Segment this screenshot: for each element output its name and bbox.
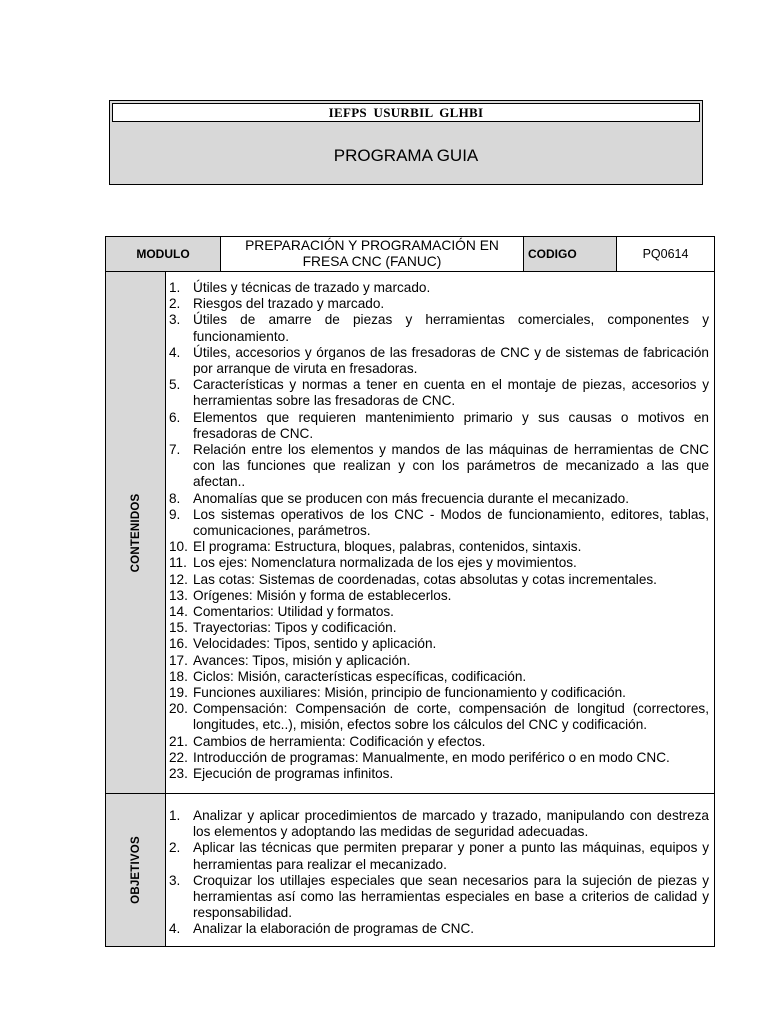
institution-bar	[112, 103, 700, 122]
objetivos-list	[166, 808, 709, 938]
objetivos-label: OBJETIVOS	[129, 836, 142, 904]
list-item	[166, 604, 709, 620]
codigo-label: CODIGO	[528, 247, 577, 261]
list-item-text: El programa: Estructura, bloques, palabras, contenidos, sintaxis.	[193, 539, 582, 555]
module-title	[245, 238, 499, 270]
list-item	[166, 636, 709, 652]
list-item	[166, 539, 709, 555]
list-item-number: 14.	[169, 604, 188, 620]
list-item	[166, 377, 709, 409]
list-item-text: Anomalías que se producen con más frecuencia durante el mecanizado.	[193, 490, 630, 506]
objetivos-content	[166, 794, 714, 946]
list-item	[166, 653, 709, 669]
list-item	[166, 410, 709, 442]
list-item-text: Analizar la elaboración de programas de CNC.	[193, 921, 475, 937]
list-item-text: Velocidades: Tipos, sentido y aplicación.	[193, 636, 437, 652]
program-table	[105, 236, 715, 947]
module-title-cell	[221, 237, 524, 271]
contenidos-row	[106, 272, 714, 794]
modulo-label-cell	[106, 237, 221, 271]
list-item-text: Elementos que requieren mantenimiento primario y sus causas o motivos en fresadoras de CNC.	[193, 409, 709, 441]
list-item-text: Croquizar los utillajes especiales que sean necesarios para la sujeción de piezas y herramientas así como las herramientas especiales en base a criterios de calidad y responsabilidad.	[193, 872, 709, 921]
list-item-text: Los sistemas operativos de los CNC - Modos de funcionamiento, editores, tablas, comunicaciones, parámetros.	[193, 506, 709, 539]
codigo-label-cell	[524, 237, 617, 271]
list-item-number: 10.	[169, 539, 188, 555]
list-item	[166, 442, 709, 491]
institution-name: IEFPS USURBIL GLHBI	[328, 104, 484, 120]
list-item-number: 20.	[169, 701, 188, 717]
list-item	[166, 588, 709, 604]
list-item-text: Útiles, accesorios y órganos de las fresadoras de CNC y de sistemas de fabricación por arranque de viruta en fresadoras.	[193, 344, 709, 377]
contenidos-content	[166, 272, 714, 793]
list-item-text: Ejecución de programas infinitos.	[193, 766, 394, 782]
module-header-row	[106, 237, 714, 272]
list-item-number: 21.	[169, 733, 188, 749]
list-item-number: 13.	[169, 587, 188, 603]
list-item-text: Aplicar las técnicas que permiten preparar y poner a punto las máquinas, equipos y herramientas para realizar el mecanizado.	[193, 840, 709, 872]
list-item	[166, 620, 709, 636]
list-item	[166, 296, 709, 312]
objetivos-label-cell	[106, 794, 166, 946]
list-item	[166, 572, 709, 588]
list-item	[166, 280, 709, 296]
module-title-line-2: FRESA CNC (FANUC)	[302, 254, 442, 269]
list-item-text: Ciclos: Misión, características específicas, codificación.	[193, 668, 527, 684]
list-item	[166, 840, 709, 872]
list-item	[166, 701, 709, 733]
list-item-number: 22.	[169, 749, 188, 765]
list-item-number: 2.	[169, 840, 181, 856]
list-item-text: Comentarios: Utilidad y formatos.	[193, 604, 394, 620]
list-item	[166, 734, 709, 750]
list-item-text: Características y normas a tener en cuenta en el montaje de piezas, accesorios y herramientas sobre las fresadoras de CNC.	[193, 377, 709, 409]
list-item-text: Introducción de programas: Manualmente, en modo periférico o en modo CNC.	[193, 749, 670, 765]
list-item-number: 3.	[169, 312, 181, 328]
list-item-number: 7.	[169, 442, 181, 458]
document-header	[109, 100, 703, 185]
list-item	[166, 669, 709, 685]
list-item-text: Relación entre los elementos y mandos de las máquinas de herramientas de CNC con las funciones que realizan y con los parámetros de mecanizado a las que afectan..	[193, 442, 709, 490]
list-item	[166, 921, 709, 937]
list-item-number: 15.	[169, 620, 188, 636]
contenidos-list	[166, 280, 709, 782]
list-item	[166, 873, 709, 922]
list-item-number: 8.	[169, 490, 181, 506]
list-item	[166, 312, 709, 344]
contenidos-label-cell	[106, 272, 166, 793]
list-item-number: 6.	[169, 409, 181, 425]
modulo-label: MODULO	[136, 247, 190, 261]
list-item-number: 11.	[169, 555, 187, 571]
list-item	[166, 491, 709, 507]
list-item	[166, 808, 709, 840]
module-title-line-1: PREPARACIÓN Y PROGRAMACIÓN EN	[245, 238, 499, 253]
list-item-text: Las cotas: Sistemas de coordenadas, cotas absolutas y cotas incrementales.	[193, 571, 657, 587]
list-item-text: Cambios de herramienta: Codificación y efectos.	[193, 733, 486, 749]
list-item-number: 19.	[169, 685, 188, 701]
list-item-number: 23.	[169, 766, 188, 782]
list-item	[166, 507, 709, 539]
list-item-number: 2.	[169, 296, 181, 312]
codigo-value: PQ0614	[642, 247, 689, 261]
list-item-text: Avances: Tipos, misión y aplicación.	[193, 652, 411, 668]
list-item-number: 3.	[169, 872, 181, 888]
list-item-number: 17.	[169, 652, 188, 668]
list-item-number: 4.	[169, 344, 181, 360]
objetivos-row	[106, 794, 714, 946]
list-item-text: Riesgos del trazado y marcado.	[193, 296, 385, 312]
list-item	[166, 685, 709, 701]
list-item-text: Útiles de amarre de piezas y herramientas comerciales, componentes y funcionamiento.	[193, 312, 709, 344]
list-item-number: 4.	[169, 921, 181, 937]
list-item-number: 1.	[169, 808, 181, 823]
list-item	[166, 750, 709, 766]
list-item-number: 18.	[169, 668, 188, 684]
list-item-number: 5.	[169, 377, 181, 393]
list-item	[166, 555, 709, 571]
list-item	[166, 766, 709, 782]
list-item-number: 9.	[169, 506, 181, 522]
list-item-text: Orígenes: Misión y forma de establecerlos.	[193, 587, 452, 603]
list-item-text: Útiles y técnicas de trazado y marcado.	[193, 280, 431, 295]
codigo-value-cell	[617, 237, 714, 271]
document-type-title: PROGRAMA GUIA	[333, 146, 479, 165]
list-item-number: 12.	[169, 571, 188, 587]
list-item-text: Funciones auxiliares: Misión, principio de funcionamiento y codificación.	[193, 685, 626, 701]
contenidos-label: CONTENIDOS	[129, 493, 142, 572]
list-item-number: 1.	[169, 280, 181, 295]
list-item-text: Compensación: Compensación de corte, compensación de longitud (correctores, longitudes, etc..), misión, efectos sobre los cálculos del CNC y codificación.	[193, 701, 709, 733]
list-item-text: Analizar y aplicar procedimientos de marcado y trazado, manipulando con destreza los elementos y adoptando las medidas de seguridad adecuadas.	[193, 808, 709, 840]
list-item	[166, 345, 709, 377]
list-item-number: 16.	[169, 636, 188, 652]
list-item-text: Los ejes: Nomenclatura normalizada de los ejes y movimientos.	[193, 555, 577, 571]
list-item-text: Trayectorias: Tipos y codificación.	[193, 620, 397, 636]
